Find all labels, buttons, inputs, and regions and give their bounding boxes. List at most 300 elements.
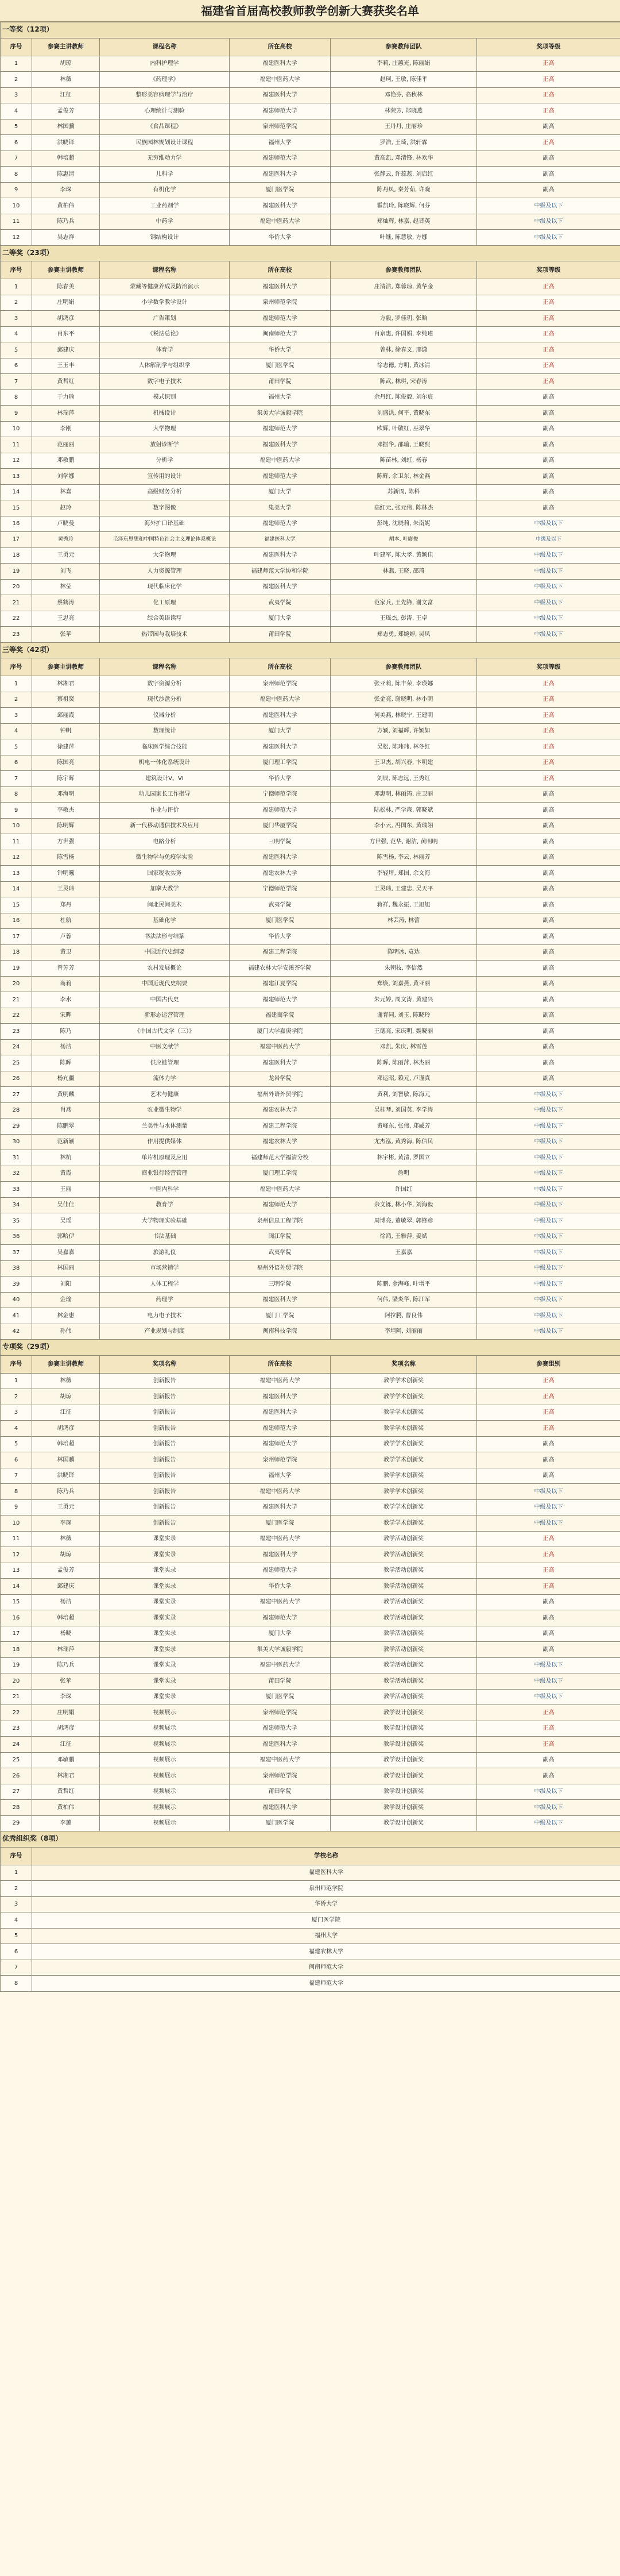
team-members: 邓运昭, 赖元, 卢谨真 <box>331 1071 477 1087</box>
course-name: 供应链管理 <box>100 1055 230 1071</box>
org-award-row <box>1 1881 620 1897</box>
award-level: 中级及以下 <box>477 1087 620 1103</box>
second-prize-row <box>1 627 620 643</box>
row-number: 10 <box>1 818 32 834</box>
row-number: 6 <box>1 135 32 151</box>
award-level: 副高 <box>477 786 620 803</box>
lead-teacher: 吴佳佳 <box>32 1197 100 1213</box>
award-level: 副高 <box>477 1039 620 1055</box>
course-name: 分析学 <box>100 453 230 469</box>
award-level: 中级及以下 <box>477 1308 620 1324</box>
school-name: 福建师范大学 <box>230 103 331 119</box>
special-award-row <box>1 1815 620 1831</box>
row-number: 1 <box>1 279 32 295</box>
row-number: 7 <box>1 151 32 167</box>
school-name: 福建医科大学 <box>230 56 331 72</box>
lead-teacher: 陈乃 <box>32 1024 100 1040</box>
course-name: 中医文献学 <box>100 1039 230 1055</box>
award-item: 课堂实录 <box>100 1531 230 1547</box>
team-members: 许国红 <box>331 1182 477 1198</box>
school-name: 福建中医药大学 <box>230 1039 331 1055</box>
award-item: 课堂实录 <box>100 1594 230 1610</box>
lead-teacher: 吴嘉嘉 <box>32 1245 100 1261</box>
school-name: 福建农林大学安溪茶学院 <box>230 961 331 977</box>
row-number: 8 <box>1 1976 32 1992</box>
award-category: 教学活动创新奖 <box>331 1579 477 1595</box>
row-number: 37 <box>1 1245 32 1261</box>
team-members: 陆松林, 严学森, 郭晓斌 <box>331 803 477 819</box>
course-name: 艺术与健康 <box>100 1087 230 1103</box>
row-number: 13 <box>1 1563 32 1579</box>
course-name: 《中国古代文学（三）》 <box>100 1024 230 1040</box>
award-item: 创新报告 <box>100 1421 230 1437</box>
header-special-award <box>1 1355 620 1373</box>
course-name: 心理统计与测验 <box>100 103 230 119</box>
special-award-row <box>1 1484 620 1500</box>
team-members: 朱元婷, 周文涛, 黄建兴 <box>331 992 477 1008</box>
third-prize-row <box>1 771 620 787</box>
second-prize-row <box>1 390 620 406</box>
lead-teacher: 陈乃兵 <box>32 214 100 230</box>
course-name: 加拿大教学 <box>100 881 230 897</box>
lead-teacher: 杨洁 <box>32 1594 100 1610</box>
award-level: 正高 <box>477 692 620 708</box>
award-level: 副高 <box>477 944 620 961</box>
row-number: 6 <box>1 358 32 374</box>
school-name: 福州大学 <box>230 135 331 151</box>
row-number: 24 <box>1 1039 32 1055</box>
lead-teacher: 胡琼 <box>32 1389 100 1405</box>
lead-teacher: 韩培超 <box>32 151 100 167</box>
entry-group: 中级及以下 <box>477 1800 620 1816</box>
course-name: 大学物理 <box>100 547 230 564</box>
third-prize-row <box>1 881 620 897</box>
team-members: 何美燕, 林晓宁, 王建明 <box>331 708 477 724</box>
lead-teacher: 黄哲红 <box>32 1784 100 1800</box>
course-name: 幼儿园家长工作指导 <box>100 786 230 803</box>
row-number: 28 <box>1 1800 32 1816</box>
school-name: 厦门理工学院 <box>230 755 331 771</box>
team-members: 霍凯玲, 陈晓辉, 何芬 <box>331 198 477 214</box>
row-number: 35 <box>1 1213 32 1229</box>
row-number: 5 <box>1 342 32 358</box>
lead-teacher: 李刚 <box>32 421 100 437</box>
special-award-row <box>1 1499 620 1515</box>
award-level: 副高 <box>477 151 620 167</box>
course-name: 新形态运营管理 <box>100 1008 230 1024</box>
course-name: 中国近现代史纲要 <box>100 976 230 992</box>
team-members: 邓艳芬, 高秋林 <box>331 87 477 103</box>
entry-group: 中级及以下 <box>477 1784 620 1800</box>
third-prize-row <box>1 1119 620 1135</box>
school-name: 福建师范大学 <box>230 1610 331 1626</box>
school-name: 华侨大学 <box>32 1896 620 1912</box>
row-number: 2 <box>1 692 32 708</box>
team-members: 何伟, 梁炎华, 陈江军 <box>331 1292 477 1308</box>
team-members: 陈武, 林琪, 宋春涛 <box>331 374 477 390</box>
lead-teacher: 宋晔 <box>32 1008 100 1024</box>
award-item: 视频展示 <box>100 1721 230 1737</box>
entry-group: 副高 <box>477 1642 620 1658</box>
first-prize-row <box>1 214 620 230</box>
school-name: 闽南师范大学 <box>32 1960 620 1976</box>
lead-teacher: 蔡祖贤 <box>32 692 100 708</box>
third-prize-row <box>1 1134 620 1150</box>
lead-teacher: 陈国亮 <box>32 755 100 771</box>
team-members: 刘盛洪, 何平, 黄晓东 <box>331 406 477 422</box>
row-number: 23 <box>1 1721 32 1737</box>
school-name: 厦门华厦学院 <box>230 818 331 834</box>
lead-teacher: 杨洁 <box>32 1039 100 1055</box>
org-award-row <box>1 1865 620 1881</box>
second-prize-row <box>1 374 620 390</box>
course-name: 电路分析 <box>100 834 230 850</box>
award-item: 视频展示 <box>100 1784 230 1800</box>
award-item: 课堂实录 <box>100 1657 230 1673</box>
row-number: 14 <box>1 1579 32 1595</box>
entry-group: 副高 <box>477 1452 620 1468</box>
team-members: 方世强, 范华, 谢洁, 黄明明 <box>331 834 477 850</box>
award-item: 视频展示 <box>100 1815 230 1831</box>
course-name: 儿科学 <box>100 167 230 183</box>
row-number: 40 <box>1 1292 32 1308</box>
school-name: 厦门大学嘉庚学院 <box>230 1024 331 1040</box>
course-name: 毛泽东思想和中国特色社会主义理论体系概论 <box>100 532 230 548</box>
row-number: 1 <box>1 1373 32 1389</box>
third-prize-row <box>1 1039 620 1055</box>
award-level: 副高 <box>477 803 620 819</box>
team-members: 范家兵, 王先锋, 谢文富 <box>331 595 477 611</box>
award-level: 中级及以下 <box>477 230 620 246</box>
lead-teacher: 林湘君 <box>32 676 100 692</box>
row-number: 1 <box>1 1865 32 1881</box>
lead-teacher: 林国丽 <box>32 1260 100 1277</box>
award-category: 教学学术创新奖 <box>331 1405 477 1421</box>
second-prize-row <box>1 516 620 532</box>
course-name: 无穷维动力学 <box>100 151 230 167</box>
special-award-row <box>1 1468 620 1484</box>
school-name: 福建中医药大学 <box>230 1657 331 1673</box>
lead-teacher: 邱建庆 <box>32 1579 100 1595</box>
second-prize-row <box>1 295 620 311</box>
second-prize-row <box>1 421 620 437</box>
award-level: 正高 <box>477 56 620 72</box>
special-award-row <box>1 1405 620 1421</box>
lead-teacher: 黄明麟 <box>32 1087 100 1103</box>
lead-teacher: 杨晓 <box>32 1626 100 1642</box>
school-name: 福建师范大学 <box>230 516 331 532</box>
award-level: 副高 <box>477 992 620 1008</box>
special-award-row <box>1 1626 620 1642</box>
entry-group: 中级及以下 <box>477 1484 620 1500</box>
team-members <box>331 579 477 595</box>
special-award-row <box>1 1784 620 1800</box>
course-name: 人体解剖学与组织学 <box>100 358 230 374</box>
school-name: 泉州师范学院 <box>230 1705 331 1721</box>
column-header: 奖项等级 <box>477 38 620 56</box>
entry-group: 副高 <box>477 1468 620 1484</box>
school-name: 福建医科大学 <box>230 198 331 214</box>
special-award-row <box>1 1657 620 1673</box>
course-name: 书法法形与结篆 <box>100 929 230 945</box>
row-number: 5 <box>1 119 32 135</box>
first-prize-row <box>1 103 620 119</box>
special-award-row <box>1 1752 620 1768</box>
course-name: 电力电子技术 <box>100 1308 230 1324</box>
school-name: 福建医科大学 <box>230 1055 331 1071</box>
course-name: 模式识别 <box>100 390 230 406</box>
course-name: 广告策划 <box>100 311 230 327</box>
school-name: 福建中医药大学 <box>230 1531 331 1547</box>
course-name: 数字资源分析 <box>100 676 230 692</box>
course-name: 流体力学 <box>100 1071 230 1087</box>
school-name: 厦门医学院 <box>230 913 331 929</box>
award-level: 副高 <box>477 1024 620 1040</box>
column-header: 所在高校 <box>230 1355 331 1373</box>
row-number: 29 <box>1 1119 32 1135</box>
third-prize-row <box>1 929 620 945</box>
school-name: 福建医科大学 <box>230 547 331 564</box>
award-level: 正高 <box>477 103 620 119</box>
award-item: 课堂实录 <box>100 1610 230 1626</box>
lead-teacher: 王勇元 <box>32 1499 100 1515</box>
school-name: 莆田学院 <box>230 374 331 390</box>
course-name: 兰美性与水体测量 <box>100 1119 230 1135</box>
team-members: 邓凯, 朱庆, 林雪莲 <box>331 1039 477 1055</box>
row-number: 7 <box>1 374 32 390</box>
row-number: 21 <box>1 595 32 611</box>
award-item: 创新报告 <box>100 1452 230 1468</box>
row-number: 17 <box>1 532 32 548</box>
team-members: 李莉, 庄蕙光, 陈丽娟 <box>331 56 477 72</box>
team-members <box>331 295 477 311</box>
lead-teacher: 曾芳芳 <box>32 961 100 977</box>
third-prize-row <box>1 1308 620 1324</box>
row-number: 20 <box>1 579 32 595</box>
lead-teacher: 胡鸿彦 <box>32 1721 100 1737</box>
lead-teacher: 林薇 <box>32 1531 100 1547</box>
team-members: 曾林, 徐春文, 邢潇 <box>331 342 477 358</box>
award-level: 中级及以下 <box>477 1150 620 1166</box>
row-number: 27 <box>1 1784 32 1800</box>
school-name: 福州外语外贸学院 <box>230 1087 331 1103</box>
school-name: 福建中医药大学 <box>230 1594 331 1610</box>
row-number: 20 <box>1 976 32 992</box>
column-header: 课程名称 <box>100 38 230 56</box>
award-level: 副高 <box>477 818 620 834</box>
lead-teacher: 李水 <box>32 992 100 1008</box>
award-category: 教学设计创新奖 <box>331 1784 477 1800</box>
course-name: 《药理学》 <box>100 72 230 88</box>
lead-teacher: 卢晓曼 <box>32 516 100 532</box>
team-members: 邓振华, 邵瑜, 王晓熙 <box>331 437 477 453</box>
entry-group: 副高 <box>477 1752 620 1768</box>
row-number: 4 <box>1 723 32 739</box>
team-members: 林燕, 王晓, 邵琦 <box>331 564 477 580</box>
lead-teacher: 李琛 <box>32 1689 100 1705</box>
award-table-body <box>1 22 620 1992</box>
school-name: 福建师范大学福清分校 <box>230 1150 331 1166</box>
school-name: 厦门大学 <box>230 723 331 739</box>
award-level: 副高 <box>477 421 620 437</box>
lead-teacher: 杨亢疆 <box>32 1071 100 1087</box>
school-name: 福建中医药大学 <box>230 214 331 230</box>
first-prize-row <box>1 167 620 183</box>
column-header: 课程名称 <box>100 261 230 279</box>
award-category: 教学学术创新奖 <box>331 1468 477 1484</box>
team-members: 周博亮, 董敏翠, 郭锋彦 <box>331 1213 477 1229</box>
course-name: 书法基础 <box>100 1229 230 1245</box>
award-category: 教学活动创新奖 <box>331 1594 477 1610</box>
entry-group: 正高 <box>477 1563 620 1579</box>
course-name: 农村发展概论 <box>100 961 230 977</box>
course-name: 教育学 <box>100 1197 230 1213</box>
first-prize-row <box>1 119 620 135</box>
team-members: 陈辉, 余卫东, 林金燕 <box>331 469 477 485</box>
third-prize-row <box>1 1055 620 1071</box>
award-level: 中级及以下 <box>477 611 620 627</box>
award-category: 教学学术创新奖 <box>331 1499 477 1515</box>
row-number: 26 <box>1 1768 32 1784</box>
row-number: 1 <box>1 676 32 692</box>
course-name: 大学物理实验基础 <box>100 1213 230 1229</box>
special-award-row <box>1 1610 620 1626</box>
team-members: 罗浩, 王琦, 洪轩霖 <box>331 135 477 151</box>
entry-group: 副高 <box>477 1768 620 1784</box>
lead-teacher: 赵玲 <box>32 500 100 516</box>
row-number: 22 <box>1 1705 32 1721</box>
school-name: 泉州师范学院 <box>230 676 331 692</box>
award-level: 中级及以下 <box>477 532 620 548</box>
second-prize-row <box>1 532 620 548</box>
course-name: 基础化学 <box>100 913 230 929</box>
school-name: 福建医科大学 <box>230 1499 331 1515</box>
lead-teacher: 于力瑜 <box>32 390 100 406</box>
entry-group: 正高 <box>477 1421 620 1437</box>
row-number: 36 <box>1 1229 32 1245</box>
school-name: 福建中医药大学 <box>230 1752 331 1768</box>
team-members: 黄峰东, 张伟, 郑威芳 <box>331 1119 477 1135</box>
row-number: 29 <box>1 1815 32 1831</box>
team-members: 蒋祥, 魏永振, 王旭旭 <box>331 897 477 913</box>
school-name: 福建工程学院 <box>230 944 331 961</box>
course-name: 新一代移动通信技术及应用 <box>100 818 230 834</box>
award-category: 教学学术创新奖 <box>331 1515 477 1532</box>
team-members: 刘辰, 陈志远, 王秀红 <box>331 771 477 787</box>
row-number: 2 <box>1 1881 32 1897</box>
award-level: 副高 <box>477 119 620 135</box>
lead-teacher: 邱建庆 <box>32 342 100 358</box>
course-name: 作用提供媒体 <box>100 1134 230 1150</box>
course-name: 蒙藏等健康养成及防治演示 <box>100 279 230 295</box>
award-level: 中级及以下 <box>477 1324 620 1340</box>
second-prize-row <box>1 547 620 564</box>
row-number: 21 <box>1 992 32 1008</box>
special-award-row <box>1 1768 620 1784</box>
lead-teacher: 林莹 <box>32 579 100 595</box>
special-award-row <box>1 1673 620 1690</box>
row-number: 39 <box>1 1277 32 1293</box>
school-name: 福建农林大学 <box>230 866 331 882</box>
team-members: 王德亮, 宋庆明, 魏晓丽 <box>331 1024 477 1040</box>
lead-teacher: 胡琼 <box>32 1547 100 1563</box>
team-members: 谢育同, 刘玉, 陈晓玲 <box>331 1008 477 1024</box>
course-name: 商业银行经营管理 <box>100 1166 230 1182</box>
course-name: 市场营销学 <box>100 1260 230 1277</box>
award-category: 教学学术创新奖 <box>331 1436 477 1452</box>
third-prize-row <box>1 866 620 882</box>
column-header: 参赛教师团队 <box>331 658 477 676</box>
course-name: 国家税收实务 <box>100 866 230 882</box>
award-level: 正高 <box>477 374 620 390</box>
document-title: 福建省首届高校教师教学创新大赛获奖名单 <box>0 0 620 22</box>
team-members: 方毅, 罗佳玥, 张晗 <box>331 311 477 327</box>
entry-group: 副高 <box>477 1594 620 1610</box>
school-name: 福州大学 <box>230 1468 331 1484</box>
school-name: 福建中医药大学 <box>230 1182 331 1198</box>
school-name: 武夷学院 <box>230 1245 331 1261</box>
award-level: 副高 <box>477 913 620 929</box>
school-name: 华侨大学 <box>230 771 331 787</box>
school-name: 厦门医学院 <box>230 1815 331 1831</box>
row-number: 5 <box>1 1928 32 1944</box>
course-name: 高级财务分析 <box>100 484 230 500</box>
course-name: 综合英语读写 <box>100 611 230 627</box>
course-name: 整形美容病理学与治疗 <box>100 87 230 103</box>
school-name: 莆田学院 <box>230 627 331 643</box>
team-members: 高红元, 张元伟, 陈林杰 <box>331 500 477 516</box>
award-level: 正高 <box>477 358 620 374</box>
award-item: 创新报告 <box>100 1484 230 1500</box>
row-number: 4 <box>1 1421 32 1437</box>
course-name: 《食品课程》 <box>100 119 230 135</box>
third-prize-row <box>1 961 620 977</box>
team-members: 吴松, 陈玮玮, 林冬红 <box>331 739 477 755</box>
school-name: 福建师范大学 <box>230 151 331 167</box>
school-name: 福建师范大学 <box>230 803 331 819</box>
team-members: 陈丹凤, 秦芳茹, 许晓 <box>331 182 477 198</box>
school-name: 福建中医药大学 <box>230 1484 331 1500</box>
school-name: 华侨大学 <box>230 342 331 358</box>
award-level: 正高 <box>477 311 620 327</box>
award-level: 正高 <box>477 326 620 342</box>
row-number: 18 <box>1 944 32 961</box>
team-members: 王丹丹, 庄丽珍 <box>331 119 477 135</box>
row-number: 1 <box>1 56 32 72</box>
lead-teacher: 林瑞萍 <box>32 406 100 422</box>
special-award-row <box>1 1531 620 1547</box>
section-heading: 二等奖（23项） <box>1 245 620 261</box>
award-category: 教学活动创新奖 <box>331 1673 477 1690</box>
school-name: 福州大学 <box>230 390 331 406</box>
lead-teacher: 黄柏伟 <box>32 1800 100 1816</box>
column-header: 奖项名称 <box>331 1355 477 1373</box>
row-number: 2 <box>1 1389 32 1405</box>
award-item: 课堂实录 <box>100 1626 230 1642</box>
column-header: 所在高校 <box>230 658 331 676</box>
team-members: 吴桂琴, 刘国英, 李学涛 <box>331 1102 477 1119</box>
school-name: 华侨大学 <box>230 929 331 945</box>
award-category: 教学活动创新奖 <box>331 1626 477 1642</box>
school-name: 莆田学院 <box>230 1784 331 1800</box>
school-name: 厦门医学院 <box>230 182 331 198</box>
award-item: 创新报告 <box>100 1405 230 1421</box>
first-prize-row <box>1 230 620 246</box>
award-level: 正高 <box>477 755 620 771</box>
row-number: 11 <box>1 834 32 850</box>
course-name: 放射诊断学 <box>100 437 230 453</box>
award-category: 教学设计创新奖 <box>331 1800 477 1816</box>
